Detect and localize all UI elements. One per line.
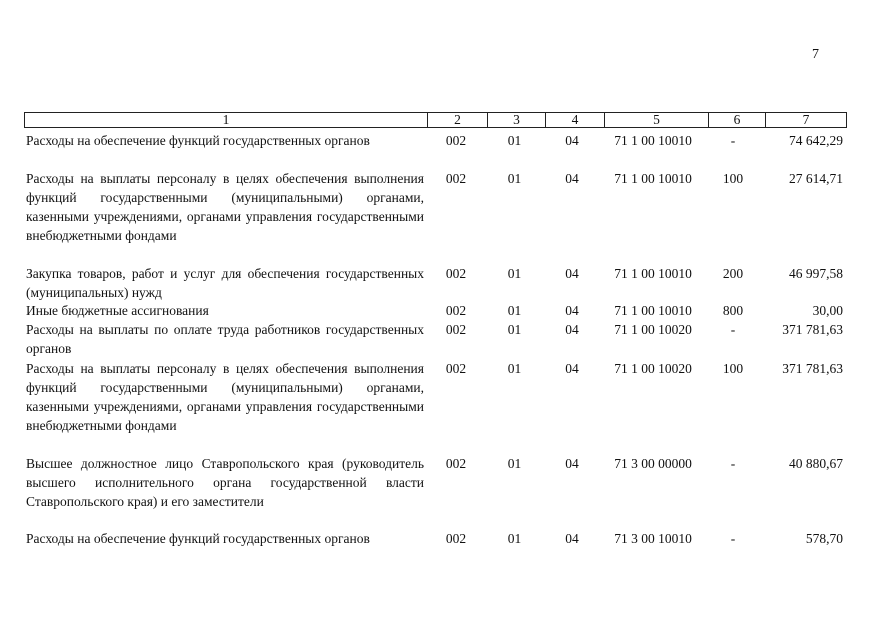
amount: 74 642,29 bbox=[789, 133, 843, 148]
expense-name: Расходы на выплаты персоналу в целях обеспечения выполнения функций государственными (муниципальными) органами, казенными учреждениями, органами управления государственными внебюджетными фондами bbox=[26, 171, 424, 243]
section-code: 01 bbox=[507, 303, 522, 318]
expense-name: Иные бюджетные ассигнования bbox=[26, 303, 209, 318]
amount: 40 880,67 bbox=[789, 456, 843, 471]
target-article-code: 71 1 00 10010 bbox=[614, 303, 692, 318]
column-header-3: 3 bbox=[488, 113, 546, 128]
subsection-code: 04 bbox=[565, 531, 579, 546]
section-code: 01 bbox=[507, 322, 522, 337]
expense-type-code: 100 bbox=[722, 361, 744, 376]
ministry-code: 002 bbox=[445, 456, 467, 471]
column-header-7: 7 bbox=[766, 113, 847, 128]
subsection-code: 04 bbox=[565, 322, 579, 337]
amount: 578,70 bbox=[805, 531, 843, 546]
expense-type-code: 100 bbox=[722, 171, 744, 186]
ministry-code: 002 bbox=[445, 171, 467, 186]
section-code: 01 bbox=[507, 361, 522, 376]
expense-name: Высшее должностное лицо Ставропольского края (руководитель высшего исполнительного органа государственной власти Ставропольского края) и его заместители bbox=[26, 456, 424, 509]
ministry-code: 002 bbox=[445, 133, 467, 148]
expense-type-code: - bbox=[730, 456, 736, 471]
expense-type-code: 800 bbox=[722, 303, 744, 318]
section-code: 01 bbox=[507, 266, 522, 281]
column-header-1: 1 bbox=[25, 113, 428, 128]
subsection-code: 04 bbox=[565, 171, 579, 186]
column-header-2: 2 bbox=[428, 113, 488, 128]
expense-name: Закупка товаров, работ и услуг для обеспечения государственных (муниципальных) нужд bbox=[26, 266, 424, 300]
ministry-code: 002 bbox=[445, 531, 467, 546]
ministry-code: 002 bbox=[445, 266, 467, 281]
section-code: 01 bbox=[507, 531, 522, 546]
column-header-5: 5 bbox=[605, 113, 709, 128]
target-article-code: 71 1 00 10020 bbox=[614, 322, 692, 337]
expense-name: Расходы на обеспечение функций государственных органов bbox=[26, 133, 370, 148]
column-header-row bbox=[25, 113, 847, 128]
subsection-code: 04 bbox=[565, 266, 579, 281]
column-header-6: 6 bbox=[709, 113, 766, 128]
section-code: 01 bbox=[507, 171, 522, 186]
target-article-code: 71 1 00 10010 bbox=[614, 133, 692, 148]
expense-type-code: - bbox=[730, 133, 736, 148]
section-code: 01 bbox=[507, 133, 522, 148]
expense-type-code: - bbox=[730, 531, 736, 546]
expense-type-code: 200 bbox=[722, 266, 744, 281]
amount: 371 781,63 bbox=[782, 361, 843, 376]
target-article-code: 71 1 00 10020 bbox=[614, 361, 692, 376]
subsection-code: 04 bbox=[565, 303, 579, 318]
amount: 371 781,63 bbox=[782, 322, 843, 337]
section-code: 01 bbox=[507, 456, 522, 471]
ministry-code: 002 bbox=[445, 322, 467, 337]
expense-type-code: - bbox=[730, 322, 736, 337]
amount: 46 997,58 bbox=[789, 266, 843, 281]
target-article-code: 71 1 00 10010 bbox=[614, 266, 692, 281]
target-article-code: 71 1 00 10010 bbox=[614, 171, 692, 186]
expense-name: Расходы на выплаты по оплате труда работников государственных органов bbox=[26, 322, 424, 356]
expense-name: Расходы на обеспечение функций государственных органов bbox=[26, 531, 370, 546]
target-article-code: 71 3 00 10010 bbox=[614, 531, 692, 546]
column-header-table bbox=[24, 112, 847, 128]
subsection-code: 04 bbox=[565, 133, 579, 148]
page-number: 7 bbox=[812, 47, 819, 62]
ministry-code: 002 bbox=[445, 361, 467, 376]
target-article-code: 71 3 00 00000 bbox=[614, 456, 692, 471]
subsection-code: 04 bbox=[565, 361, 579, 376]
ministry-code: 002 bbox=[445, 303, 467, 318]
column-header-4: 4 bbox=[546, 113, 605, 128]
amount: 27 614,71 bbox=[789, 171, 843, 186]
expense-name: Расходы на выплаты персоналу в целях обеспечения выполнения функций государственными (муниципальными) органами, казенными учреждениями, органами управления государственными внебюджетными фондами bbox=[26, 361, 424, 433]
amount: 30,00 bbox=[812, 303, 843, 318]
subsection-code: 04 bbox=[565, 456, 579, 471]
